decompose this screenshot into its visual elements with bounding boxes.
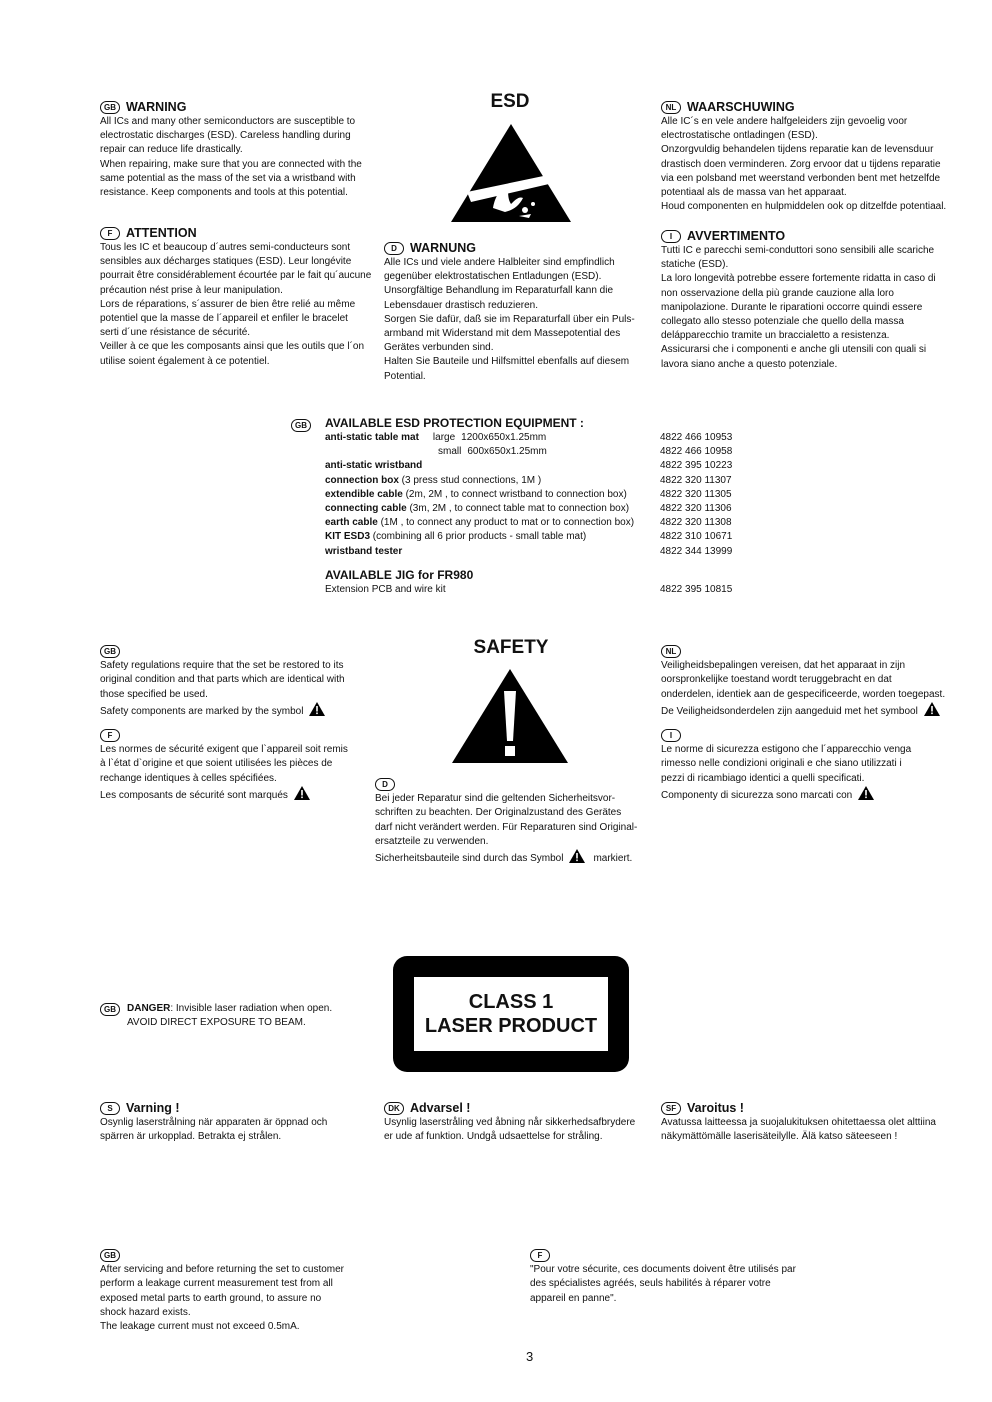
text-line: original condition and that parts which are identical with bbox=[100, 674, 345, 686]
text-line: Potential. bbox=[384, 370, 426, 382]
esd-gb-section bbox=[100, 100, 385, 200]
leakage-gb-section bbox=[100, 1249, 390, 1334]
leakage-f-section bbox=[530, 1249, 830, 1306]
item-code: 4822 466 10953 bbox=[660, 432, 733, 443]
text-line: exposed metal parts to earth ground, to assure no bbox=[100, 1292, 322, 1304]
lang-badge: SF bbox=[661, 1102, 681, 1115]
text-line: electrostatic discharges (ESD). Careless handling during bbox=[100, 130, 351, 142]
item-desc: (2m, 2M , to connect wristband to connection box) bbox=[402, 488, 627, 500]
item-name: connecting cable bbox=[325, 503, 407, 515]
item-name: extendible cable bbox=[325, 488, 403, 500]
item-code: 4822 466 10958 bbox=[660, 446, 733, 458]
text-line: Alle IC´s en vele andere halfgeleiders zijn gevoelig voor bbox=[661, 116, 908, 127]
danger-label: DANGER bbox=[127, 1003, 171, 1014]
warning-icon bbox=[309, 702, 325, 716]
text-line: via een polsband met weerstand verbonden bent met hetzelfde bbox=[661, 172, 941, 184]
text-line: "Pour votre sécurite, ces documents doivent être utilisés par bbox=[530, 1264, 796, 1276]
laser-sf-section bbox=[661, 1101, 971, 1144]
text-line: onderdelen, identiek aan de gespecificeerde, worden toegepast. bbox=[661, 688, 946, 700]
text-line: De Veiligheidsonderdelen zijn aangeduid met het symbool bbox=[661, 705, 918, 717]
item-code: 4822 320 11306 bbox=[660, 503, 732, 515]
text-line: näkymättömälle laserisäteilylle. Älä katso säteeseen ! bbox=[661, 1131, 898, 1143]
text-line: Veiligheidsbepalingen vereisen, dat het apparaat in zijn bbox=[661, 660, 906, 672]
text-line: des spécialistes agréés, seuls habilités à réparer votre bbox=[530, 1278, 771, 1290]
jig-table bbox=[325, 583, 732, 597]
item-code: 4822 320 11305 bbox=[660, 488, 732, 500]
text-line: utilise soient également à ce potentiel. bbox=[100, 355, 270, 367]
section-heading: WARNUNG bbox=[410, 241, 476, 255]
lang-badge: NL bbox=[661, 645, 681, 658]
warning-icon bbox=[569, 849, 585, 863]
item-code: 4822 310 10671 bbox=[660, 531, 733, 543]
text-line: er ude af funktion. Undgå udsaettelse for stråling. bbox=[384, 1131, 603, 1143]
section-heading: WAARSCHUWING bbox=[687, 100, 795, 114]
table-row bbox=[325, 431, 732, 445]
item-code: 4822 395 10223 bbox=[660, 460, 733, 472]
table-row bbox=[325, 530, 732, 544]
text-line: La loro longevità potrebbe essere fortemente ridatta in caso di bbox=[661, 273, 936, 285]
lang-badge: GB bbox=[100, 1003, 120, 1016]
text-line: same potential as the mass of the set via a wristband with bbox=[100, 172, 356, 184]
text-line: oorspronkelijke toestand wordt teruggebracht en dat bbox=[661, 674, 892, 686]
text-line: Tous les IC et beaucoup d´autres semi-conducteurs sont bbox=[100, 242, 351, 253]
jig-code: 4822 395 10815 bbox=[660, 583, 733, 595]
text-line: Avatussa laitteessa ja suojalukituksen ohitettaessa olet alttiina bbox=[661, 1117, 936, 1128]
text-line: serti d´une résistance de sécurité. bbox=[100, 327, 251, 339]
table-row bbox=[325, 488, 732, 502]
lang-badge: D bbox=[384, 242, 404, 255]
text-line: manipolazione. Durante le riparationi occorre quindi essere bbox=[661, 301, 923, 313]
safety-title: SAFETY bbox=[473, 637, 549, 658]
text-line: Alle ICs und viele andere Halbleiter sind empfindlich bbox=[384, 257, 615, 268]
item-desc: (3 press stud connections, 1M ) bbox=[398, 474, 542, 486]
warning-icon bbox=[924, 702, 940, 716]
item-desc: (combining all 6 prior products - small table mat) bbox=[370, 531, 587, 543]
item-name: earth cable bbox=[325, 517, 378, 529]
text-line: Halten Sie Bauteile und Hilfsmittel ebenfalls auf diesem bbox=[384, 356, 630, 368]
section-heading: Advarsel ! bbox=[410, 1101, 471, 1115]
text-line: spärren är urkopplad. Betrakta ej strålen. bbox=[100, 1131, 282, 1143]
text-line: ersatzteile zu verwenden. bbox=[375, 835, 489, 847]
item-code: 4822 320 11307 bbox=[660, 474, 732, 486]
text-line: electrostatische ontladingen (ESD). bbox=[661, 130, 818, 142]
item-name: wristband tester bbox=[325, 545, 403, 557]
equipment-section bbox=[325, 416, 785, 597]
item-desc: (1M , to connect any product to mat or to connection box) bbox=[377, 517, 635, 529]
item-code: 4822 320 11308 bbox=[660, 517, 732, 529]
item-dims: 1200x650x1.25mm bbox=[461, 432, 547, 443]
text-line: markiert. bbox=[593, 853, 633, 865]
text-line: Componenty di sicurezza sono marcati con bbox=[661, 789, 853, 801]
lang-badge: GB bbox=[100, 645, 120, 658]
text-line: repair can reduce life drastically. bbox=[100, 144, 243, 156]
text-line: précaution nést prise à leur manipulation. bbox=[100, 284, 283, 296]
text-line: Assicurarsi che i componenti e anche gli utensili con quali si bbox=[661, 344, 927, 356]
text-line: Onzorgvuldig behandelen tijdens reparatie kan de levensduur bbox=[661, 144, 934, 156]
item-code: 4822 344 13999 bbox=[660, 545, 733, 557]
section-heading: Varning ! bbox=[126, 1101, 180, 1115]
text-line: Sorgen Sie dafür, daß sie im Reparaturfall über ein Puls- bbox=[384, 313, 635, 325]
text-line: Lors de réparations, s´assurer de bien être relié au même bbox=[100, 298, 356, 310]
laser-class-label bbox=[393, 956, 629, 1072]
table-row bbox=[325, 583, 732, 597]
text-line: Tutti IC e parecchi semi-conduttori sono sensibili alle scariche bbox=[661, 245, 935, 256]
text-line: AVOID DIRECT EXPOSURE TO BEAM. bbox=[127, 1017, 306, 1029]
jig-heading: AVAILABLE JIG for FR980 bbox=[325, 567, 474, 582]
lang-badge: I bbox=[661, 729, 681, 742]
text-line: pezzi di ricambiago identici a quelli specificati. bbox=[661, 772, 865, 784]
table-row bbox=[325, 516, 732, 530]
text-line: When repairing, make sure that you are connected with the bbox=[100, 158, 362, 170]
lang-badge: S bbox=[100, 1102, 120, 1115]
text-line: Sicherheitsbauteile sind durch das Symbol bbox=[375, 853, 564, 865]
text-line: collegato allo stesso potenziale che quello della massa bbox=[661, 316, 904, 328]
lang-badge: F bbox=[100, 729, 120, 742]
text-line: pourrait être considérablement écourtée par le fait qu´aucune bbox=[100, 270, 372, 282]
text-line: After servicing and before returning the set to customer bbox=[100, 1264, 345, 1276]
text-line: sensibles aux décharges statiques (ESD). Leur longévite bbox=[100, 256, 352, 268]
safety-i-section bbox=[661, 729, 971, 803]
text-line: à l`état d`origine et que soient utilisées les pièces de bbox=[100, 758, 333, 770]
text-line: Houd componenten en hulpmiddelen ook op ditzelfde potentiaal. bbox=[661, 201, 947, 213]
equipment-heading: AVAILABLE ESD PROTECTION EQUIPMENT : bbox=[325, 416, 584, 430]
text-line: rimesso nelle condizioni originali e che siano utilizzati i bbox=[661, 758, 902, 770]
section-heading: AVVERTIMENTO bbox=[687, 229, 786, 243]
text-line: All ICs and many other semiconductors are susceptible to bbox=[100, 116, 356, 127]
text-line: Le norme di sicurezza estigono che l´apparecchio venga bbox=[661, 744, 912, 756]
safety-d-section bbox=[375, 778, 660, 866]
item-dims: 600x650x1.25mm bbox=[467, 446, 547, 458]
item-desc: (3m, 2M , to connect table mat to connection box) bbox=[406, 503, 630, 515]
text-line: Unsorgfältige Behandlung im Reparaturfall kann die bbox=[384, 285, 614, 297]
text-line: Bei jeder Reparatur sind die geltenden Sicherheitsvor- bbox=[375, 793, 616, 805]
lang-badge: D bbox=[375, 778, 395, 791]
laser-gb-section bbox=[100, 1002, 390, 1030]
esd-f-section bbox=[100, 226, 385, 369]
text-line: rechange identiques à celles spécifiées. bbox=[100, 772, 277, 784]
laser-s-section bbox=[100, 1101, 385, 1144]
text-line: armband mit Widerstand mit dem Massepotential des bbox=[384, 328, 621, 340]
esd-warning-icon bbox=[449, 122, 573, 224]
lang-badge: GB bbox=[100, 1249, 120, 1262]
laser-dk-section bbox=[384, 1101, 659, 1144]
lang-badge: NL bbox=[661, 101, 681, 114]
table-row bbox=[325, 474, 732, 488]
text-line: Safety components are marked by the symbol bbox=[100, 705, 304, 717]
text-line: those specified be used. bbox=[100, 688, 208, 700]
text-line: drastisch doen verminderen. Zorg ervoor dat u tijdens reparatie bbox=[661, 158, 941, 170]
text-line: lavora siano anche a questo potenziale. bbox=[661, 358, 838, 370]
text-line: Usynlig laserstråling ved åbning når sikkerhedsafbrydere bbox=[384, 1117, 636, 1128]
page-number: 3 bbox=[526, 1349, 534, 1364]
text-line: potentiaal als de massa van het apparaat. bbox=[661, 187, 847, 199]
warning-icon bbox=[294, 786, 310, 800]
text-line: Safety regulations require that the set be restored to its bbox=[100, 660, 344, 672]
item-name: KIT ESD3 bbox=[325, 531, 371, 543]
laser-label-line2: LASER PRODUCT bbox=[424, 1015, 598, 1037]
text-line: : Invisible laser radiation when open. bbox=[170, 1003, 333, 1014]
text-line: Veiller à ce que les composants ainsi que les outils que l´on bbox=[100, 341, 365, 353]
section-heading: ATTENTION bbox=[126, 226, 197, 240]
text-line: statiche (ESD). bbox=[661, 259, 729, 271]
text-line: Les composants de sécurité sont marqués bbox=[100, 789, 288, 801]
safety-gb-section bbox=[100, 645, 385, 719]
item-name: anti-static wristband bbox=[325, 460, 423, 472]
text-line: Gerätes verbunden sind. bbox=[384, 342, 494, 354]
safety-f-section bbox=[100, 729, 385, 803]
lang-badge: F bbox=[530, 1249, 550, 1262]
text-line: non osservazione della più grande cauzione alla loro bbox=[661, 287, 894, 299]
lang-badge: F bbox=[100, 227, 120, 240]
caution-triangle-icon bbox=[450, 667, 570, 765]
text-line: shock hazard exists. bbox=[100, 1306, 191, 1318]
lang-badge: GB bbox=[100, 101, 120, 114]
safety-nl-section bbox=[661, 645, 971, 719]
jig-desc: Extension PCB and wire kit bbox=[325, 583, 446, 595]
text-line: delápparecchio tramite un braccialetto a resistenza. bbox=[661, 330, 890, 342]
table-row bbox=[325, 459, 732, 473]
item-size: large bbox=[432, 432, 456, 443]
text-line: perform a leakage current measurement test from all bbox=[100, 1278, 333, 1290]
text-line: darf nicht verändert werden. Für Reparaturen sind Original- bbox=[375, 821, 638, 833]
table-row bbox=[325, 445, 732, 459]
text-line: Les normes de sécurité exigent que l`appareil soit remis bbox=[100, 744, 348, 756]
item-size: small bbox=[438, 446, 462, 458]
text-line: appareil en panne". bbox=[530, 1292, 617, 1304]
text-line: Lebensdauer drastisch reduzieren. bbox=[384, 299, 538, 311]
esd-nl-section bbox=[661, 100, 971, 214]
lang-badge: DK bbox=[384, 1102, 404, 1115]
lang-badge: GB bbox=[291, 419, 311, 432]
lang-badge: I bbox=[661, 230, 681, 243]
text-line: gegenüber elektrostatischen Entladungen (ESD). bbox=[384, 271, 602, 283]
item-name: anti-static table mat bbox=[325, 432, 419, 443]
warning-icon bbox=[858, 786, 874, 800]
text-line: schriften zu beachten. Der Originalzustand des Gerätes bbox=[375, 807, 622, 819]
esd-i-section bbox=[661, 229, 971, 372]
text-line: The leakage current must not exceed 0.5mA. bbox=[100, 1321, 300, 1333]
text-line: Osynlig laserstrålning när apparaten är öppnad och bbox=[100, 1117, 328, 1128]
text-line: resistance. Keep components and tools at this potential. bbox=[100, 187, 348, 199]
esd-title: ESD bbox=[490, 91, 530, 112]
laser-label-line1: CLASS 1 bbox=[468, 991, 554, 1013]
item-name: connection box bbox=[325, 474, 399, 486]
esd-d-section bbox=[384, 241, 659, 384]
section-heading: Varoitus ! bbox=[687, 1101, 744, 1115]
section-heading: WARNING bbox=[126, 100, 187, 114]
text-line: potentiel que la masse de l´appareil et enfiler le bracelet bbox=[100, 313, 348, 325]
table-row bbox=[325, 502, 732, 516]
table-row bbox=[325, 545, 732, 559]
equipment-table bbox=[325, 431, 732, 559]
